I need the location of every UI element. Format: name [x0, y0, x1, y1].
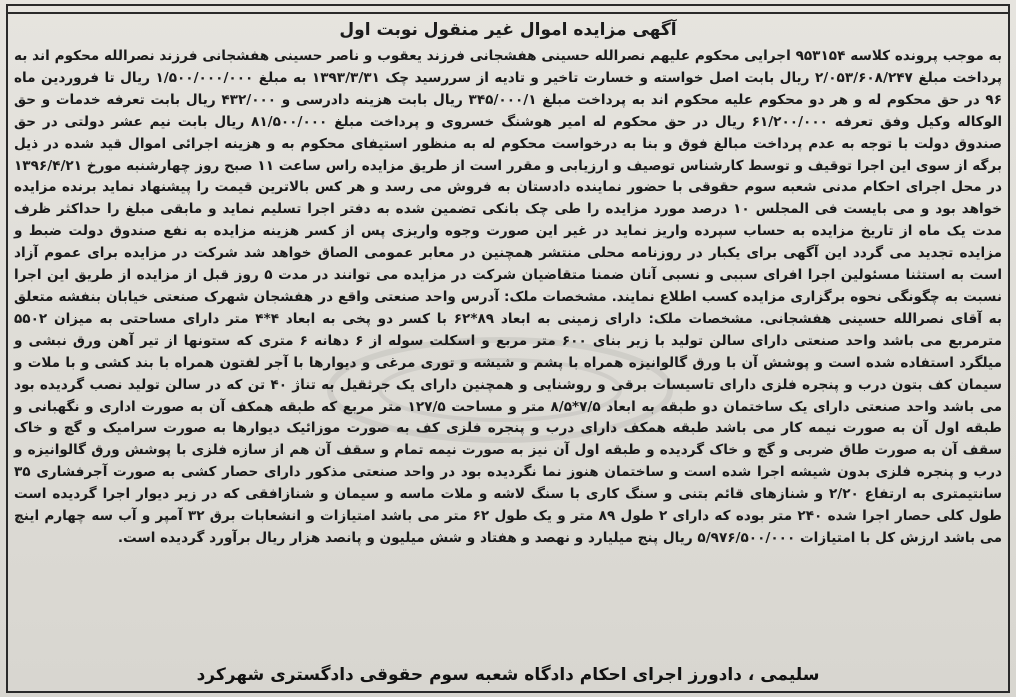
top-rule — [6, 12, 1010, 14]
notice-body: به موجب پرونده کلاسه ۹۵۳۱۵۴ اجرایی محکوم علیهم نصرالله حسینی هفشجانی فرزند یعقوب و ناصر حسینی هفشجانی فرزند نصرالله محکوم اند به پرداخت مبلغ ۲/۰۵۳/۶۰۸/۲۴۷ ریال بابت اصل خواسته و خسارت تاخیر و تادیه از سررسید چک ۱۳۹۳/۳/۳۱ به مبلغ ۱/۵۰۰/۰۰۰/۰۰۰ ریال تا فروردین ماه ۹۶ در حق محکوم له و هر دو محکوم علیه محکوم اند به پرداخت مبلغ ۳۴۵/۰۰۰/۱ ریال بابت هزینه دادرسی و ۴۳۲/۰۰۰ ریال بابت تعرفه خدمات و حق الوکاله وکیل وفق تعرفه ۶۱/۲۰۰/۰۰۰ ریال در حق محکوم له امیر هوشنگ خسروی و پرداخت مبلغ ۸۱/۵۰۰/۰۰۰ ریال بابت نیم عشر دولتی در حق صندوق دولت با توجه به عدم پرداخت مبالغ فوق و بنا به درخواست محکوم له به منظور استیفای محکوم به و هزینه اجرائی اموال قید شده در ذیل برگه از سوی این اجرا توقیف و توسط کارشناس توصیف و ارزیابی و مقرر است از طریق مزایده راس ساعت ۱۱ صبح روز چهارشنبه مورخ ۱۳۹۶/۴/۲۱ در محل اجرای احکام مدنی شعبه سوم حقوقی با حضور نماینده دادستان به فروش می رسد و هر کس بالاترین قیمت را پیشنهاد نماید برنده مزایده خواهد بود و می بایست فی المجلس ۱۰ درصد مورد مزایده را طی چک بانکی تضمین شده به دفتر اجرا تسلیم نماید و مابقی مبلغ را حداکثر ظرف مدت یک ماه از تاریخ مزایده به حساب سپرده واریز نماید در غیر این صورت وجوه واریزی پس از کسر هزینه مزایده به نفع صندوق دولت ضبط و مزایده تجدید می گردد این آگهی برای یکبار در روزنامه محلی منتشر همچنین در معابر عمومی الصاق خواهد شد شرکت در مزایده برای عموم آزاد است به استثنا مسئولین اجرا افرای سببی و نسبی آنان ضمنا متقاضیان شرکت در مزایده می توانند در مدت ۵ روز قبل از مزایده از طریق این اجرا نسبت به چگونگی نحوه برگزاری مزایده کسب اطلاع نمایند. مشخصات ملک: آدرس واحد صنعتی واقع در هفشجان شهرک صنعتی خیابان بنفشه متعلق به آقای نصرالله حسینی هفشجانی. مشخصات ملک: دارای زمینی به ابعاد ۸۹*۶۲ با کسر دو پخی به ابعاد ۴*۴ متر دارای مساحتی به میزان ۵۵۰۲ مترمربع می باشد واحد صنعتی دارای سالن تولید با زیر بنای ۶۰۰ متر مربع و اسکلت سوله از ۶ دهانه ۶ متری که ستونها از تیر آهن ورق نبشی و میلگرد استفاده شده است و پوشش آن با ورق گالوانیزه همراه با پشم و شیشه و توری مرغی و دیوارها با آجر لفتون همراه با بند کشی و با ملات و سیمان کف بتون درب و پنجره فلزی دارای تاسیسات برقی و روشنایی و همچنین دارای یک جرثقیل به تناژ ۴۰ تن که در سالن تولید نصب گردیده بود می باشد واحد صنعتی دارای یک ساختمان دو طبقه به ابعاد ۷/۵*۸/۵ متر و مساحت ۱۲۷/۵ متر مربع که طبقه همکف آن به صورت اداری و نگهبانی و طبقه اول آن به صورت نیمه کار می باشد طبقه همکف دارای درب و پنجره فلزی کف به صورت موزائیک دیوارها به صورت سرامیک و گچ و خاک سقف آن به صورت طاق ضربی و گچ و خاک گردیده و طبقه اول آن نیز به صورت نیمه تمام و سقف آن هم از سازه فلزی با پوشش ورق گالوانیزه و درب و پنجره فلزی بدون شیشه اجرا شده است و ساختمان هنوز نما نگردیده بود در واحد صنعتی مذکور دارای حصار کشی به صورت آجرفشاری ۳۵ سانتیمتری به ارتفاع ۲/۲۰ و شنازهای قائم بتنی و سنگ کاری با سنگ لاشه و ملات ماسه و سیمان و شنازافقی که در زیر دیوار اجرا گردیده است طول کلی حصار اجرا شده ۲۴۰ متر بوده که دارای ۲ طول ۸۹ متر و یک طول ۶۲ متر می باشد امتیازات و انشعابات برق ۳۲ آمپر و آب سه چهارم اینچ می باشد ارزش کل با امتیازات ۵/۹۷۶/۵۰۰/۰۰۰ ریال پنج میلیارد و نهصد و هفتاد و شش میلیون و پانصد هزار ریال برآورد گردیده است. — [14, 48, 1003, 546]
notice-signature: سلیمی ، دادورز اجرای احکام دادگاه شعبه سوم حقوقی دادگستری شهرکرد — [196, 665, 820, 685]
notice-title: آگهی مزایده اموال غیر منقول نوبت اول — [339, 20, 677, 40]
auction-notice — [14, 18, 1002, 550]
